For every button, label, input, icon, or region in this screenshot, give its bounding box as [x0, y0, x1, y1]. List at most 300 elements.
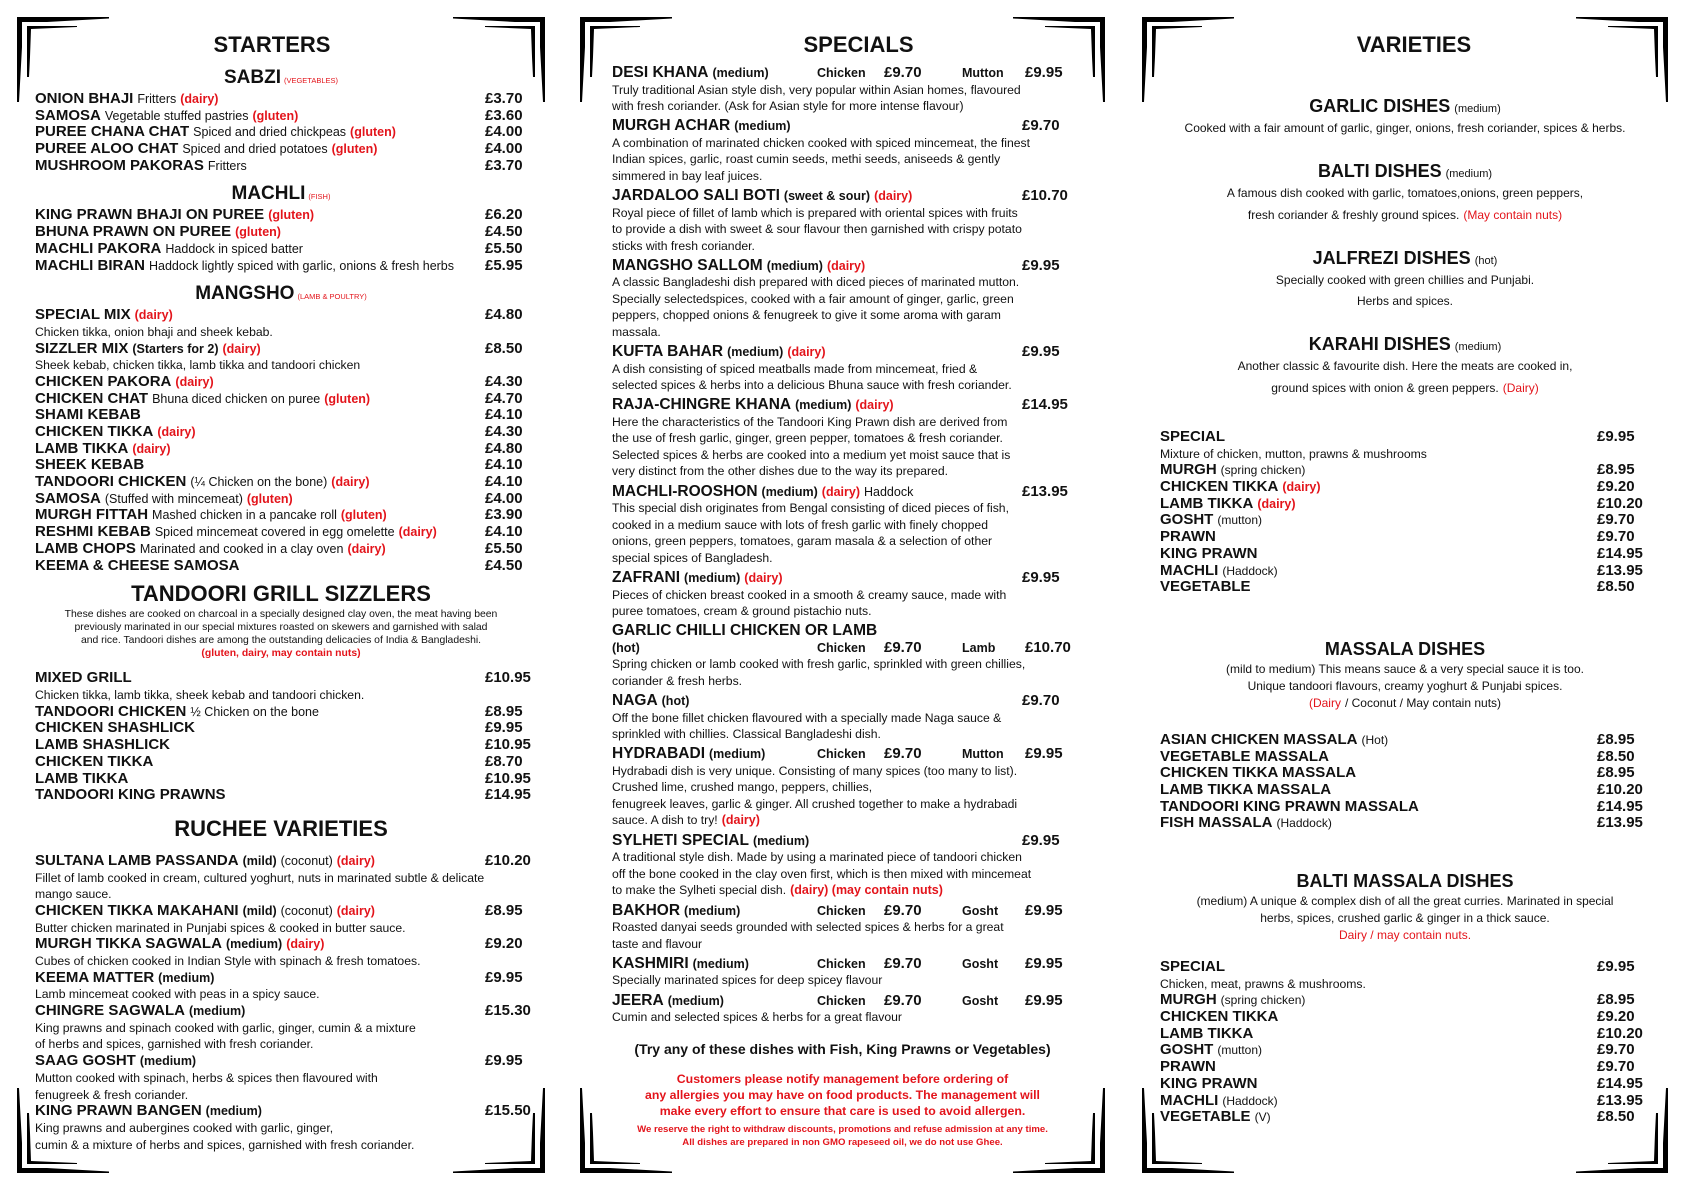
item-description — [1160, 446, 1668, 463]
item-price: £4.00 — [485, 140, 523, 158]
intro-line: These dishes are cooked on charcoal in a specially designed clay oven, the meat having been — [64, 609, 498, 621]
description-text: Roasted danyai seeds grounded with selected spices & herbs for a great — [612, 920, 1004, 935]
spice-level: (medium) — [761, 484, 818, 499]
group-subtitle: (FISH) — [308, 192, 331, 202]
item-description — [35, 920, 545, 937]
item-name: SULTANA LAMB PASSANDA — [35, 851, 239, 869]
item-name: KASHMIRI — [612, 954, 689, 972]
menu-item — [35, 241, 545, 258]
option-label: Mutton — [962, 66, 1004, 80]
item-name: RAJA-CHINGRE KHANA — [612, 396, 792, 414]
item-name: SPECIAL MIX — [35, 306, 131, 324]
item-header — [1160, 529, 1668, 546]
item-header — [35, 737, 545, 754]
item-price: £5.50 — [485, 239, 523, 257]
menu-item — [35, 903, 545, 936]
item-note: Spiced and dried chickpeas — [193, 125, 347, 140]
group-title: MANGSHO — [195, 283, 295, 305]
menu-item — [612, 484, 1105, 567]
item-header — [35, 91, 545, 108]
panel-title: SPECIALS — [803, 32, 914, 57]
item-header — [612, 903, 1105, 920]
allergen-tag: (gluten) — [268, 208, 315, 223]
item-description — [35, 1070, 545, 1087]
menu-item — [35, 474, 545, 491]
menu-item — [1160, 1076, 1668, 1093]
item-price: £13.95 — [1022, 482, 1068, 500]
item-header — [35, 307, 545, 324]
item-price: £10.20 — [1597, 1024, 1643, 1042]
item-name: FISH MASSALA — [1160, 814, 1273, 832]
item-description — [35, 986, 545, 1003]
menu-item — [35, 1053, 545, 1103]
menu-item — [1160, 546, 1668, 563]
item-header — [612, 65, 1105, 82]
item-price: £9.20 — [1597, 478, 1635, 496]
item-name: JARDALOO SALI BOTI — [612, 187, 780, 205]
menu-item — [35, 558, 545, 575]
menu-item — [1160, 782, 1668, 799]
description-text: Chicken, meat, prawns & mushrooms. — [1160, 976, 1366, 991]
allergen-tag: (dairy) — [826, 258, 866, 273]
allergen-note: (May contain nuts) — [1463, 207, 1563, 222]
intro-line: and rice. Tandoori dishes are among the outstanding delicacies of India & Bangladeshi. — [80, 634, 482, 646]
dish-title: MASSALA DISHES — [1324, 638, 1486, 659]
item-description — [612, 656, 1105, 673]
item-header — [612, 344, 1105, 361]
option-price: £9.95 — [1025, 991, 1063, 1009]
item-price: £8.95 — [1597, 764, 1635, 782]
item-name: TANDOORI KING PRAWN MASSALA — [1160, 797, 1419, 815]
item-note: Spiced mincemeat covered in egg omelette — [154, 525, 395, 540]
item-price: £9.95 — [485, 968, 523, 986]
item-name: MUSHROOM PAKORAS — [35, 156, 204, 174]
varieties-panel — [1142, 17, 1668, 1173]
item-header — [612, 993, 1105, 1010]
menu-item — [1160, 959, 1668, 992]
allergen-tag: (dairy) — [331, 475, 370, 490]
item-price: £9.20 — [485, 935, 523, 953]
spice-level: (Starters for 2) — [132, 341, 219, 356]
tandoori-items — [35, 670, 545, 804]
item-note: (¼ Chicken on the bone) — [190, 475, 328, 490]
item-header — [35, 670, 545, 687]
item-name: ONION BHAJI — [35, 90, 134, 107]
item-price: £8.95 — [1597, 730, 1635, 748]
menu-item — [612, 344, 1105, 394]
balti-massala-section — [1160, 869, 1668, 944]
item-note: Haddock lightly spiced with garlic, onions & fresh herbs — [149, 258, 455, 273]
dish-heading — [1160, 637, 1650, 661]
group-title: MACHLI — [231, 183, 306, 205]
description-line — [1160, 678, 1650, 695]
item-header — [1160, 512, 1668, 529]
dish-heading — [1160, 159, 1650, 183]
menu-item — [35, 424, 545, 441]
option-label: Lamb — [962, 640, 996, 655]
item-header — [1160, 1026, 1668, 1043]
item-price: £9.95 — [1597, 958, 1635, 975]
dish-style — [1160, 159, 1668, 226]
item-header — [35, 1103, 545, 1120]
item-price: £10.95 — [485, 736, 531, 754]
item-name: MACHLI PAKORA — [35, 239, 162, 257]
spice-level: (spring chicken) — [1220, 463, 1306, 478]
item-description — [612, 307, 1105, 324]
spice-level: (hot) — [661, 694, 690, 709]
description-text: (mild to medium) This means sauce & a very special sauce it is too. — [1226, 661, 1584, 676]
option-price: £9.95 — [1025, 64, 1063, 81]
item-description — [35, 1036, 545, 1053]
group-heading — [35, 183, 545, 205]
item-description — [35, 687, 545, 704]
spice-level: (V) — [1254, 1110, 1271, 1125]
item-description — [612, 447, 1105, 464]
item-header — [1160, 782, 1668, 799]
description-text: King prawns and aubergines cooked with garlic, ginger, — [35, 1120, 334, 1135]
item-header — [35, 241, 545, 258]
menu-item — [1160, 512, 1668, 529]
allergen-tag: (dairy) — [398, 525, 437, 540]
description-text: the use of fresh garlic, ginger, green pepper, tomatoes & fresh coriander. — [612, 431, 1003, 446]
item-header — [1160, 579, 1668, 596]
item-name: LAMB TIKKA — [1160, 1024, 1254, 1042]
description-line — [1160, 893, 1650, 910]
notice-line: make every effort to ensure that care is used to avoid allergen. — [659, 1103, 1026, 1118]
item-price: £4.10 — [485, 523, 523, 541]
item-header — [35, 771, 545, 788]
item-name: MURGH ACHAR — [612, 117, 731, 135]
item-price: £8.70 — [485, 752, 523, 770]
menu-item — [1160, 732, 1668, 749]
description-text: sticks with fresh coriander. — [612, 238, 755, 253]
item-price: £10.20 — [1597, 780, 1643, 798]
item-header — [35, 391, 545, 408]
item-name: KING PRAWN BANGEN — [35, 1102, 202, 1120]
description-text: Fillet of lamb cooked in cream, cultured yoghurt, nuts in marinated subtle & delicate — [35, 870, 485, 885]
group-heading — [35, 67, 545, 89]
option-label: Chicken — [817, 640, 866, 655]
item-header — [35, 754, 545, 771]
specials-panel — [580, 17, 1105, 1173]
menu-item — [612, 188, 1105, 254]
notice-line: Customers please notify management before ordering of — [676, 1071, 1009, 1086]
allergen-tag: (dairy) — [744, 571, 783, 586]
description-text: fresh coriander & freshly ground spices. — [1247, 207, 1460, 222]
item-header — [612, 693, 1105, 710]
allergen-tag: (dairy) — [286, 937, 325, 952]
description-text: to make the Sylheti special dish. — [612, 883, 787, 898]
item-header — [1160, 765, 1668, 782]
option-price: £9.70 — [884, 638, 922, 656]
item-description — [612, 324, 1105, 341]
footer-line: We reserve the right to withdraw discounts, promotions and refuse admission at any time. — [637, 1123, 1048, 1135]
spice-level: (sweet & sour) — [783, 189, 871, 204]
menu-item — [35, 91, 545, 108]
item-price: £9.70 — [1597, 1041, 1635, 1059]
dish-heading — [1160, 332, 1650, 356]
description-text: Spring chicken or lamb cooked with fresh garlic, sprinkled with green chillies, — [612, 657, 1026, 672]
item-name: MACHLI — [1160, 1091, 1219, 1109]
item-description — [612, 151, 1105, 168]
menu-item — [612, 693, 1105, 743]
item-description — [612, 550, 1105, 567]
item-name: TANDOORI CHICKEN — [35, 473, 187, 491]
item-name: SHAMI KEBAB — [35, 406, 141, 424]
item-price: £4.70 — [485, 389, 523, 407]
item-description — [612, 972, 1105, 989]
description-text: / Coconut / May contain nuts) — [1344, 695, 1502, 710]
allergen-tag: (dairy) — [874, 189, 913, 204]
item-price: £13.95 — [1597, 561, 1643, 579]
spice-level: (Haddock) — [1276, 816, 1332, 831]
item-price: £5.50 — [485, 539, 523, 557]
item-price: £8.95 — [485, 702, 523, 720]
description-text: Butter chicken marinated in Punjabi spices & cooked in butter sauce. — [35, 920, 406, 935]
item-price: £8.50 — [485, 339, 523, 357]
menu-item — [612, 118, 1105, 184]
item-name: CHICKEN PAKORA — [35, 372, 172, 390]
item-header — [35, 224, 545, 241]
item-price: £4.10 — [485, 406, 523, 424]
description-text: Mutton cooked with spinach, herbs & spices then flavoured with — [35, 1070, 378, 1085]
item-description — [35, 357, 545, 374]
item-name: CHICKEN TIKKA — [1160, 1008, 1279, 1026]
item-price: £9.95 — [1022, 569, 1060, 587]
menu-item — [35, 541, 545, 558]
allergen-tag: (dairy) — [222, 341, 261, 356]
item-note: (coconut) — [280, 853, 333, 868]
item-note: Haddock in spiced batter — [165, 241, 303, 256]
allergen-tag: (gluten) — [350, 125, 396, 140]
item-name: CHICKEN TIKKA — [1160, 478, 1279, 496]
option-price: £9.70 — [884, 991, 922, 1009]
description-text: fenugreek & fresh coriander. — [35, 1087, 189, 1102]
description-text: (medium) A unique & complex dish of all the great curries. Marinated in special — [1196, 894, 1614, 908]
description-line — [1160, 927, 1650, 944]
dish-title: KARAHI DISHES — [1308, 334, 1451, 354]
spice-level: (medium) — [692, 956, 749, 971]
description-text: sprinkled with chillies. Classical Bangladeshi dish. — [612, 727, 881, 742]
item-header — [612, 956, 1105, 973]
item-description — [35, 886, 545, 903]
option-label: Chicken — [817, 747, 866, 762]
item-name: CHICKEN SHASHLICK — [35, 719, 196, 737]
item-header — [35, 936, 545, 953]
dish-heading — [1160, 869, 1650, 893]
menu-item — [35, 158, 545, 175]
varieties-list — [1160, 429, 1668, 596]
item-price: £8.50 — [1597, 1108, 1635, 1126]
spice-level: (medium) — [139, 1054, 197, 1069]
item-header — [35, 1053, 545, 1070]
item-price: £4.00 — [485, 489, 523, 507]
item-header — [612, 397, 1105, 414]
allergen-note: Dairy / may contain nuts. — [1338, 928, 1472, 942]
item-description — [35, 1137, 545, 1154]
menu-item — [612, 65, 1105, 115]
item-name: CHICKEN TIKKA MASSALA — [1160, 764, 1357, 782]
item-description — [612, 135, 1105, 152]
menu-item — [612, 746, 1105, 829]
item-name: SPECIAL — [1160, 958, 1226, 975]
item-header — [35, 474, 545, 491]
description-text: with fresh coriander. (Ask for Asian style for more intense flavour) — [612, 99, 964, 113]
item-header — [612, 570, 1105, 587]
description-text: simmered in bay leaf juices. — [612, 168, 763, 183]
item-description — [35, 324, 545, 341]
item-name: BHUNA PRAWN ON PUREE — [35, 223, 232, 241]
description-text: Crushed lime, crushed mango, peppers, chillies, — [612, 780, 873, 795]
section-heading: TANDOORI GRILL SIZZLERS — [131, 581, 431, 607]
spice-level: (medium) — [1454, 341, 1502, 353]
item-name: GOSHT — [1160, 511, 1214, 529]
item-price: £8.50 — [1597, 578, 1635, 596]
description-text: Hydrabadi dish is very unique. Consisting of many spices (too many to list). — [612, 763, 1018, 778]
item-description — [612, 168, 1105, 185]
description-text: coriander & fresh herbs. — [612, 673, 743, 688]
menu-item — [612, 397, 1105, 480]
item-header — [35, 491, 545, 508]
item-name: SAMOSA — [35, 489, 101, 507]
footer-note — [612, 1123, 1105, 1149]
description-text: ground spices with onion & green peppers. — [1271, 380, 1499, 395]
item-description — [612, 796, 1105, 813]
item-name: PUREE CHANA CHAT — [35, 123, 190, 141]
item-header — [35, 341, 545, 358]
menu-item — [612, 956, 1105, 989]
item-description — [612, 238, 1105, 255]
spice-level: (medium) — [1445, 168, 1493, 180]
menu-item — [35, 258, 545, 275]
menu-item — [35, 1103, 545, 1153]
item-price: £9.70 — [1597, 511, 1635, 529]
item-description — [612, 500, 1105, 517]
item-header — [35, 207, 545, 224]
description-text: Unique tandoori flavours, creamy yoghurt & Punjabi spices. — [1247, 678, 1563, 693]
item-price: £15.30 — [485, 1002, 531, 1020]
item-price: £4.00 — [485, 123, 523, 141]
option-label: Mutton — [962, 747, 1004, 762]
item-price: £9.95 — [1022, 256, 1060, 274]
item-description — [612, 82, 1105, 99]
item-header — [35, 108, 545, 125]
item-name: KUFTA BAHAR — [612, 343, 724, 361]
item-header — [35, 124, 545, 141]
item-price: £9.20 — [1597, 1008, 1635, 1026]
item-price: £8.95 — [1597, 461, 1635, 479]
item-header — [35, 704, 545, 721]
item-name: PRAWN — [1160, 1058, 1216, 1076]
option-label: Chicken — [817, 66, 866, 80]
option-label: Gosht — [962, 956, 999, 971]
item-price: £8.95 — [485, 901, 523, 919]
item-name: NAGA — [612, 692, 658, 710]
item-price: £9.95 — [1597, 428, 1635, 445]
item-description — [35, 1120, 545, 1137]
option-price: £9.70 — [884, 954, 922, 972]
item-header — [35, 158, 545, 175]
dish-title: GARLIC DISHES — [1309, 96, 1451, 116]
option-label: Chicken — [817, 993, 866, 1008]
item-header — [1160, 1059, 1668, 1076]
allergen-tag: (dairy) — [132, 441, 171, 456]
item-header — [35, 141, 545, 158]
description-text: Specially cooked with green chillies and Punjabi. — [1275, 272, 1535, 287]
item-price: £14.95 — [1022, 396, 1068, 414]
item-name: SIZZLER MIX — [35, 339, 129, 357]
item-price: £13.95 — [1597, 814, 1643, 832]
item-name: CHICKEN TIKKA — [35, 423, 154, 440]
item-price: £9.95 — [485, 1052, 523, 1070]
item-header — [1160, 462, 1668, 479]
item-note: (Stuffed with mincemeat) — [104, 491, 243, 506]
item-header — [35, 457, 545, 474]
description-text: Cubes of chicken cooked in Indian Style with spinach & fresh tomatoes. — [35, 954, 421, 968]
item-header — [35, 1003, 545, 1020]
group-heading — [35, 283, 545, 305]
item-header — [35, 903, 545, 920]
item-name: VEGETABLE — [1160, 578, 1251, 596]
description-text: Another classic & favourite dish. Here the meats are cooked in, — [1237, 359, 1573, 373]
item-header — [612, 258, 1105, 275]
description-line — [1160, 356, 1650, 378]
description-text: Pieces of chicken breast cooked in a smooth & creamy sauce, made with — [612, 587, 1007, 602]
description-text: of herbs and spices, garnished with fresh coriander. — [35, 1037, 314, 1052]
item-description — [612, 361, 1105, 378]
group-subtitle: (LAMB & POULTRY) — [297, 292, 367, 302]
description-text: cooked in a medium sauce with lots of fresh garlic with finely chopped — [612, 517, 988, 532]
item-price: £9.70 — [1597, 528, 1635, 546]
menu-item — [35, 787, 545, 804]
massala-list — [1160, 732, 1668, 832]
item-price: £4.30 — [485, 372, 523, 390]
notice-line: any allergies you may have on food products. The management will — [645, 1087, 1040, 1102]
item-description — [35, 1087, 545, 1104]
item-description — [612, 291, 1105, 308]
allergen-tag: (gluten) — [252, 108, 299, 123]
item-description — [612, 726, 1105, 743]
item-name: KEEMA & CHEESE SAMOSA — [35, 556, 240, 574]
item-description — [612, 603, 1105, 620]
item-header — [35, 424, 545, 441]
item-header — [1160, 799, 1668, 816]
allergen-tag: (dairy) — [787, 345, 826, 360]
description-text: A dish consisting of spiced meatballs made from mincemeat, fried & — [612, 361, 978, 376]
spice-level: (medium) — [727, 345, 784, 360]
menu-item — [35, 524, 545, 541]
item-name: CHICKEN TIKKA MAKAHANI — [35, 901, 239, 919]
description-text: Chicken tikka, lamb tikka, sheek kebab and tandoori chicken. — [35, 688, 365, 703]
dish-style — [1160, 246, 1668, 313]
item-price: £9.70 — [1022, 692, 1060, 710]
menu-item — [35, 141, 545, 158]
item-name: MANGSHO SALLOM — [612, 256, 763, 274]
spice-level: (mutton) — [1217, 513, 1263, 528]
item-price: £6.20 — [485, 206, 523, 224]
item-name: VEGETABLE MASSALA — [1160, 747, 1329, 765]
spice-level: (medium) — [189, 1004, 246, 1019]
item-note: Marinated and cooked in a clay oven — [139, 541, 344, 556]
massala-section — [1160, 637, 1668, 712]
item-description — [35, 953, 545, 970]
item-price: £14.95 — [1597, 797, 1643, 815]
menu-item — [612, 993, 1105, 1026]
ruchee-items — [35, 853, 545, 1153]
option-label: Chicken — [817, 956, 866, 971]
item-header — [612, 484, 1105, 501]
menu-item — [35, 720, 545, 737]
